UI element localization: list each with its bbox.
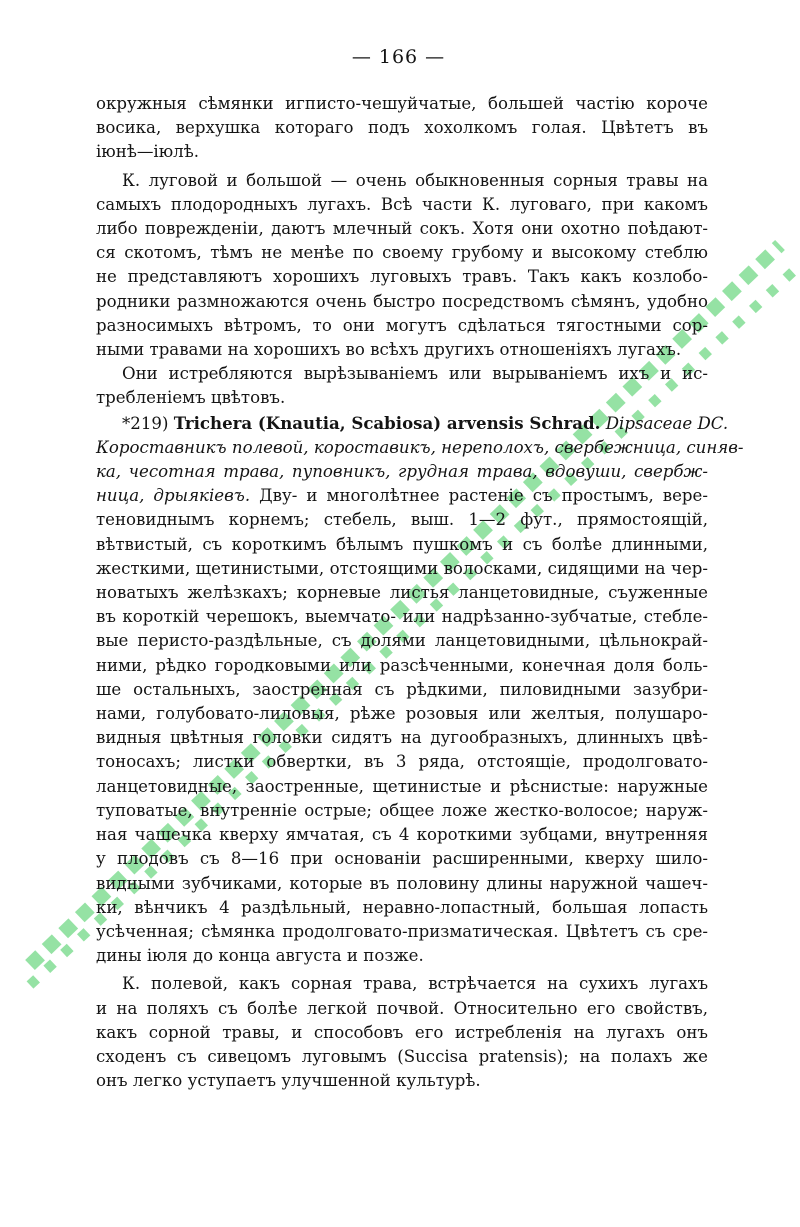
common-names-line: ка, чесотная трава, пуповникъ, грудная трава, вдовуши, свербж- bbox=[96, 462, 708, 482]
text-line: ше остальныхъ, заостренная съ рѣдкими, пиловидными зазубри- bbox=[96, 679, 708, 699]
entry-heading-line bbox=[96, 411, 729, 436]
paragraph-1 bbox=[96, 92, 708, 165]
text-line: онъ легко уступаетъ улучшенной культурѣ. bbox=[96, 1071, 481, 1091]
text-line: Они истребляются вырѣзываніемъ или вырываніемъ ихъ и ис- bbox=[122, 364, 708, 384]
entry-219 bbox=[96, 411, 744, 969]
text-line: самыхъ плодородныхъ лугахъ. Всѣ части К. луговаго, при какомъ bbox=[96, 194, 708, 214]
text-line bbox=[96, 484, 708, 508]
text-line: у плодовъ съ 8—16 при основаніи расширенными, кверху шило- bbox=[96, 849, 708, 869]
text-line: К. луговой и большой — очень обыкновенныя сорныя травы на bbox=[122, 170, 708, 190]
text-line: дины іюля до конца августа и позже. bbox=[96, 946, 424, 966]
text-line: ными травами на хорошихъ во всѣхъ другихъ отношеніяхъ лугахъ. bbox=[96, 340, 682, 360]
text-line: нами, голубовато-лиловыя, рѣже розовыя или желтыя, полушаро- bbox=[96, 704, 708, 724]
common-names-line: Короставникъ полевой, короставикъ, нереполохъ, свербежница, синяв- bbox=[96, 437, 744, 457]
text-line: ланцетовидные, заостренные, щетинистые и рѣснистые: наружные bbox=[96, 776, 708, 796]
text-line: ная чашечка кверху ямчатая, съ 4 короткими зубцами, внутренняя bbox=[96, 825, 708, 845]
paragraph-3 bbox=[96, 362, 708, 410]
text-line: ки, вѣнчикъ 4 раздѣльный, неравно-лопастный, большая лопасть bbox=[96, 897, 708, 917]
text-line: родники размножаются очень быстро посредствомъ сѣмянъ, удобно bbox=[96, 291, 708, 311]
text-line: вые перисто-раздѣльные, съ долями ланцетовидными, цѣльнокрай- bbox=[96, 631, 708, 651]
text-line: ся скотомъ, тѣмъ не менѣе по своему грубому и высокому стеблю bbox=[96, 243, 708, 263]
text-line: окружныя сѣмянки игписто-чешуйчатые, большей частію короче bbox=[96, 94, 708, 113]
text-line: разносимыхъ вѣтромъ, то они могутъ сдѣлаться тягостными сор- bbox=[96, 315, 708, 335]
text-line: и на поляхъ съ болѣе легкой почвой. Относительно его свойствъ, bbox=[96, 998, 708, 1018]
text-line: либо поврежденіи, даютъ млечный сокъ. Хотя они охотно поѣдают- bbox=[96, 219, 708, 239]
text-line: какъ сорной травы, и способовъ его истребленія на лугахъ онъ bbox=[96, 1022, 708, 1042]
text-line: въ короткій черешокъ, выемчато- или надрѣзанно-зубчатые, стебле- bbox=[96, 607, 708, 627]
text-line: вѣтвистый, съ короткимъ бѣлымъ пушкомъ и съ болѣе длинными, bbox=[96, 534, 708, 554]
text-column bbox=[96, 92, 744, 1093]
text-line: видныя цвѣтныя головки сидятъ на дугообразныхъ, длинныхъ цвѣ- bbox=[96, 728, 708, 748]
text-line: восика, верхушка котораго подъ хохолкомъ голая. Цвѣтетъ въ bbox=[96, 118, 708, 138]
text-line: новатыхъ желѣзкахъ; корневые листья ланцетовидные, съуженные bbox=[96, 583, 708, 603]
text-line: сходенъ съ сивецомъ луговымъ (Succisa pratensis); на полахъ же bbox=[96, 1046, 708, 1066]
latin-name: Trichera (Knautia, Scabiosa) arvensis Schrad. bbox=[173, 412, 601, 433]
family-name: Dipsaceae DC. bbox=[605, 413, 729, 433]
text-line: жесткими, щетинистыми, отстоящими волосками, сидящими на чер- bbox=[96, 558, 708, 578]
description-start: Дву- и многолѣтнее растеніе съ простымъ, вере- bbox=[259, 486, 708, 506]
text-line: туповатые, внутренніе острые; общее ложе жестко-волосое; наруж- bbox=[96, 800, 708, 820]
text-line: ними, рѣдко городковыми или разсѣченными, конечная доля боль- bbox=[96, 655, 708, 675]
text-line: теновиднымъ корнемъ; стебель, выш. 1—2 фут., прямостоящій, bbox=[96, 510, 708, 530]
common-names-end: ница, дрыякіевъ. bbox=[96, 486, 251, 506]
page-number: — 166 — bbox=[351, 46, 446, 68]
text-line: требленіемъ цвѣтовъ. bbox=[96, 388, 286, 408]
paragraph-5 bbox=[96, 972, 708, 1093]
text-line: не представляютъ хорошихъ луговыхъ травъ. Такъ какъ козлобо- bbox=[96, 267, 708, 287]
text-line: іюнѣ—іюлѣ. bbox=[96, 142, 199, 162]
entry-number: *219) bbox=[122, 413, 169, 433]
paragraph-2 bbox=[96, 169, 708, 363]
text-line: К. полевой, какъ сорная трава, встрѣчается на сухихъ лугахъ bbox=[122, 974, 708, 994]
text-line: видными зубчиками, которые въ половину длины наружной чашеч- bbox=[96, 873, 708, 893]
text-line: усѣченная; сѣмянка продолговато-призматическая. Цвѣтетъ съ сре- bbox=[96, 921, 708, 941]
text-line: тоносахъ; листки обвертки, въ 3 ряда, отстоящіе, продолговато- bbox=[96, 752, 708, 772]
